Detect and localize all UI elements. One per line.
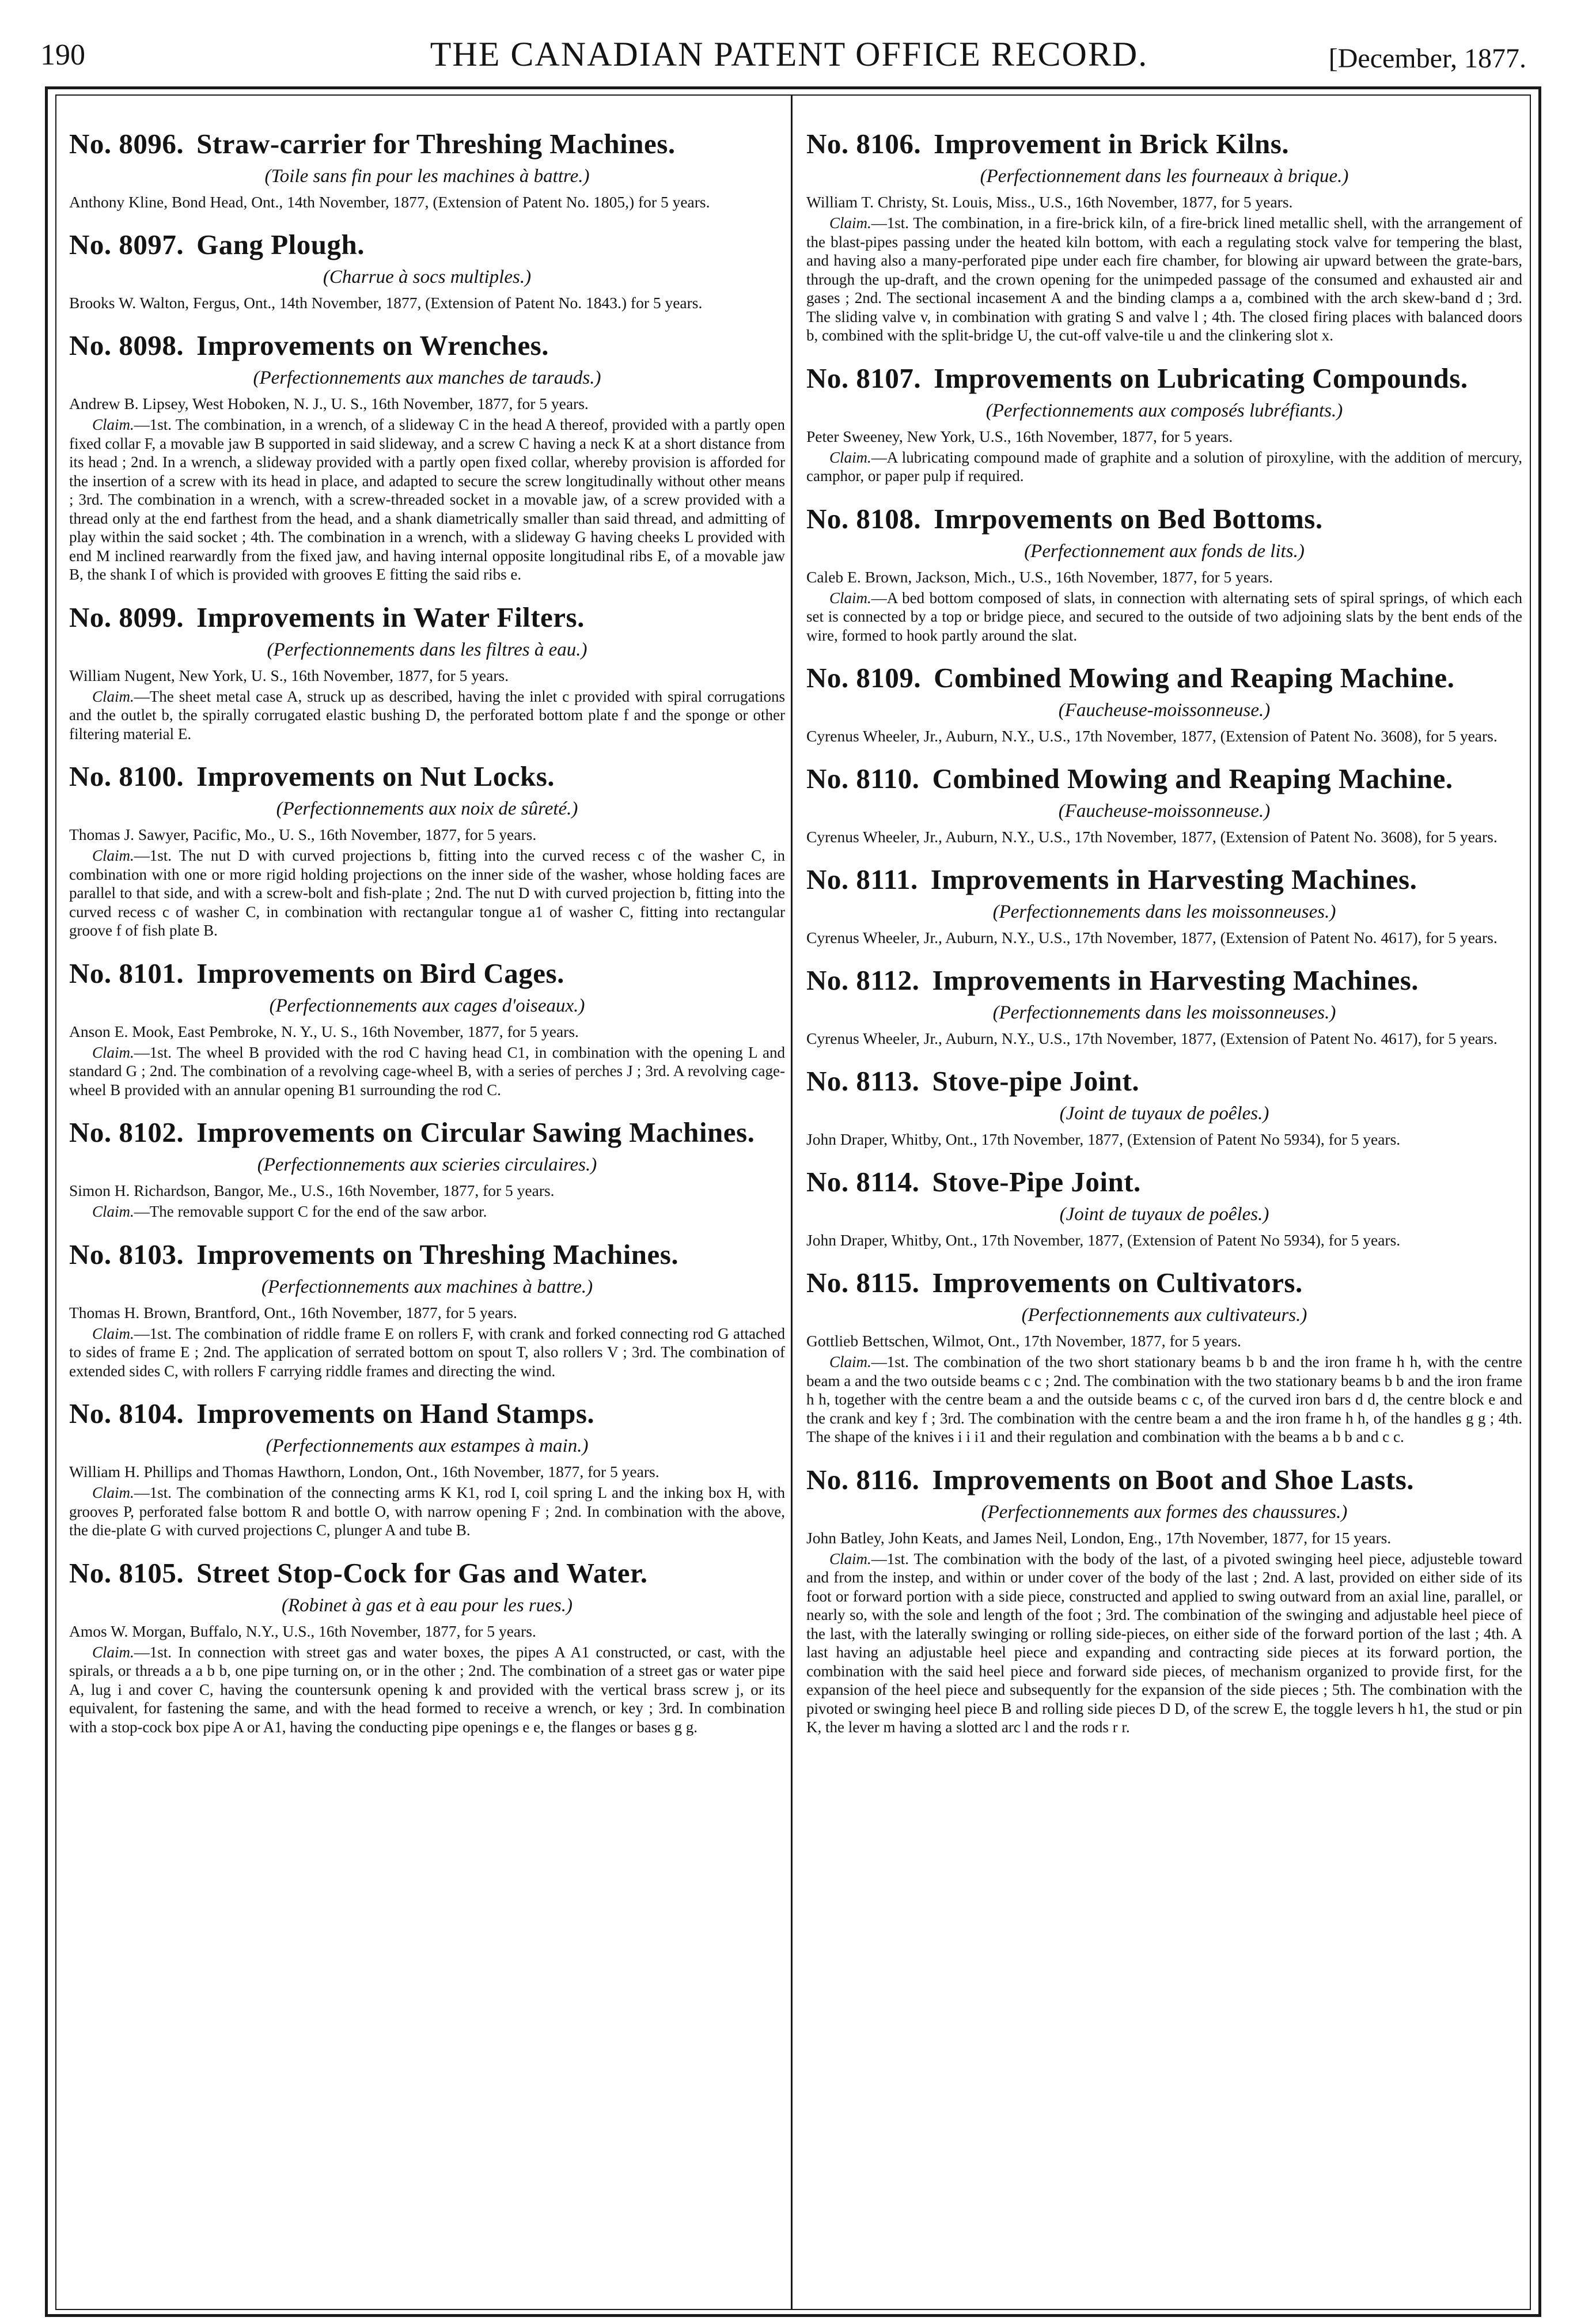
patent-title (69, 1116, 785, 1149)
claim-label: Claim. (92, 847, 134, 864)
patent-name: Improvements in Harvesting Machines. (930, 864, 1417, 895)
page-number: 190 (40, 39, 85, 71)
patent-claim (69, 1202, 785, 1221)
patent-title (806, 1065, 1522, 1097)
claim-label: Claim. (829, 1550, 871, 1567)
french-title: (Perfectionnements dans les moissonneuses.) (992, 1002, 1336, 1023)
patent-claim (69, 1324, 785, 1381)
patent-grantee: Peter Sweeney, New York, U.S., 16th November, 1877, for 5 years. (806, 427, 1233, 445)
patent-entry (69, 601, 785, 744)
patent-entry (806, 1267, 1522, 1447)
patent-grantee: Caleb E. Brown, Jackson, Mich., U.S., 16th November, 1877, for 5 years. (806, 567, 1273, 586)
claim-label: Claim. (92, 1484, 134, 1501)
patent-title (69, 760, 785, 793)
patent-name: Improvements on Lubricating Compounds. (934, 362, 1468, 394)
patent-title (69, 128, 785, 160)
french-title: (Perfectionnements aux cages d'oiseaux.) (269, 995, 585, 1016)
patent-grantee: John Draper, Whitby, Ont., 17th November, 1877, (Extension of Patent No 5934), for 5 years. (806, 1231, 1401, 1249)
patent-name: Improvements on Wrenches. (196, 330, 549, 361)
patent-claim (806, 448, 1522, 486)
claim-label: Claim. (829, 448, 871, 466)
french-title: (Perfectionnements aux noix de sûreté.) (276, 798, 578, 819)
claim-text: —1st. The combination of the connecting arms K K1, rod I, coil spring L and the inking box H, with grooves P, perforated false bottom R and bottle O, with narrow opening F ; 2nd. In combination with the above, the die-plate G with curved projections C, plunger A and tube B. (69, 1484, 785, 1539)
patent-number: No. 8097. (69, 229, 184, 260)
patent-entry (806, 1166, 1522, 1250)
claim-label: Claim. (829, 589, 871, 607)
french-title: (Joint de tuyaux de poêles.) (1059, 1103, 1269, 1124)
patent-title (806, 763, 1522, 795)
french-title: (Perfectionnements dans les filtres à eau.) (267, 639, 587, 660)
french-title: (Joint de tuyaux de poêles.) (1059, 1204, 1269, 1225)
patent-grantee: Brooks W. Walton, Fergus, Ont., 14th November, 1877, (Extension of Patent No. 1843.) for 5 years. (69, 294, 703, 312)
claim-text: —The sheet metal case A, struck up as described, having the inlet c provided with spiral corrugations and the outlet b, the spirally corrugated elastic bushing D, the perforated bottom plate f and the sponge or other filtering material E. (69, 687, 785, 743)
claim-text: —1st. The combination, in a wrench, of a slideway C in the head A thereof, provided with a partly open fixed collar F, a movable jaw B supported in said slideway, and a screw C having a neck K at a short distance from its head ; 2nd. In a wrench, a slideway provided with a partly open fixed collar, whereby provision is afforded for the insertion of a screw with its head in place, and adapted to secure the screw longitudinally without other means ; 3rd. The combination in a wrench, with a screw-threaded socket in a movable jaw, of a screw provided with a thread only at the end farthest from the head, and a shank diametrically smaller than said thread, and admitting of play within the said socket ; 4th. The combination in a wrench, with a slideway G having cheeks L provided with end M inclined rearwardly from the fixed jaw, and having internal opposite longitudinal ribs E, of a movable jaw B, the shank I of which is provided with grooves E fitting the said ribs e. (69, 416, 785, 583)
patent-name: Improvements on Bird Cages. (196, 957, 564, 989)
patent-title (806, 1464, 1522, 1496)
patent-name: Improvements on Hand Stamps. (196, 1398, 595, 1429)
patent-entry (69, 1557, 785, 1737)
patent-title (69, 1239, 785, 1271)
patent-number: No. 8114. (806, 1166, 920, 1198)
claim-text: —1st. In connection with street gas and water boxes, the pipes A A1 constructed, or cast, with the spirals, or threads a a b b, one pipe turning on, or in the other ; 2nd. The combination of a street gas or water pipe A, lug i and cover C, having the countersunk opening k and provided with the vertical brass screw j, or its equivalent, for fastening the same, and with the head formed to receive a wrench, or key ; 3rd. In combination with a stop-cock box pipe A or A1, having the conducting pipe openings e e, the flanges or bases g g. (69, 1643, 785, 1736)
patent-title (69, 957, 785, 990)
patent-grantee: William T. Christy, St. Louis, Miss., U.S., 16th November, 1877, for 5 years. (806, 193, 1293, 211)
patent-grantee: Thomas J. Sawyer, Pacific, Mo., U. S., 16th November, 1877, for 5 years. (69, 826, 537, 843)
patent-title (806, 964, 1522, 997)
patent-title (69, 1398, 785, 1430)
patent-number: No. 8104. (69, 1398, 184, 1429)
patent-grantee: Cyrenus Wheeler, Jr., Auburn, N.Y., U.S., 17th November, 1877, (Extension of Patent No. 4617), for 5 years. (806, 929, 1498, 946)
patent-name: Street Stop-Cock for Gas and Water. (196, 1557, 648, 1589)
french-title: (Robinet à gas et à eau pour les rues.) (281, 1595, 573, 1616)
patent-grantee: William H. Phillips and Thomas Hawthorn, London, Ont., 16th November, 1877, for 5 years. (69, 1463, 659, 1481)
patent-title (69, 601, 785, 634)
french-title: (Toile sans fin pour les machines à battre.) (264, 166, 590, 187)
patent-number: No. 8110. (806, 763, 920, 794)
patent-name: Stove-Pipe Joint. (932, 1166, 1141, 1198)
claim-label: Claim. (92, 416, 134, 433)
patent-entry (806, 763, 1522, 846)
french-title: (Perfectionnements aux manches de tarauds.) (253, 368, 601, 388)
patent-number: No. 8109. (806, 662, 922, 694)
patent-name: Stove-pipe Joint. (932, 1065, 1140, 1097)
patent-number: No. 8111. (806, 864, 918, 895)
patent-title (806, 1267, 1522, 1299)
french-title: (Perfectionnement aux fonds de lits.) (1024, 540, 1305, 562)
patent-entry (69, 128, 785, 211)
patent-number: No. 8098. (69, 330, 184, 361)
patent-grantee: John Draper, Whitby, Ont., 17th November, 1877, (Extension of Patent No 5934), for 5 years. (806, 1130, 1401, 1148)
patent-name: Improvements in Water Filters. (196, 601, 585, 633)
patent-grantee: Cyrenus Wheeler, Jr., Auburn, N.Y., U.S., 17th November, 1877, (Extension of Patent No. 4617), for 5 years. (806, 1029, 1498, 1047)
patent-claim (69, 687, 785, 744)
patent-number: No. 8102. (69, 1116, 184, 1148)
patent-claim (806, 1353, 1522, 1447)
patent-claim (806, 589, 1522, 645)
patent-entry (806, 1065, 1522, 1149)
patent-number: No. 8115. (806, 1267, 920, 1298)
patent-grantee: Thomas H. Brown, Brantford, Ont., 16th November, 1877, for 5 years. (69, 1303, 517, 1322)
patent-grantee: Gottlieb Bettschen, Wilmot, Ont., 17th November, 1877, for 5 years. (806, 1332, 1241, 1350)
patent-entry (69, 229, 785, 312)
claim-text: —A bed bottom composed of slats, in connection with alternating sets of spiral springs, of which each set is connected by a top or bridge piece, and secured to the outside of two adjoining slats by the bent ends of the wire, formed to hook partly around the slat. (806, 589, 1522, 644)
patent-entry (806, 1464, 1522, 1737)
patent-number: No. 8113. (806, 1065, 920, 1097)
patent-number: No. 8116. (806, 1463, 920, 1495)
patent-grantee: William Nugent, New York, U. S., 16th November, 1877, for 5 years. (69, 666, 509, 684)
claim-text: —1st. The wheel B provided with the rod C having head C1, in combination with the opening L and standard G ; 2nd. The combination of a revolving cage-wheel B, with a series of perches J ; 3rd. A revolving cage-wheel B provided with an annular opening B1 surrounding the rod C. (69, 1043, 785, 1099)
french-title: (Perfectionnements aux scieries circulaires.) (257, 1154, 597, 1175)
page-header (40, 35, 1538, 86)
french-title: (Perfectionnement dans les fourneaux à brique.) (980, 166, 1349, 187)
patent-number: No. 8106. (806, 128, 922, 160)
patent-entry (69, 957, 785, 1100)
patent-entry (806, 662, 1522, 745)
journal-title: THE CANADIAN PATENT OFFICE RECORD. (430, 35, 1148, 73)
patent-entry (69, 1116, 785, 1221)
french-title: (Perfectionnements aux formes des chaussures.) (981, 1501, 1348, 1523)
patent-claim (69, 846, 785, 940)
claim-label: Claim. (829, 1353, 871, 1370)
patent-entry (806, 864, 1522, 947)
patent-entry (806, 964, 1522, 1048)
patent-title (69, 229, 785, 261)
patent-entry (69, 330, 785, 584)
patent-title (806, 503, 1522, 535)
claim-text: —1st. The combination, in a fire-brick kiln, of a fire-brick lined metallic shell, with the arrangement of the blast-pipes passing under the heated kiln bottom, with each a regulating stock valve for tempering the blast, and having also a many-perforated pipe under each fire chamber, for blowing air upward between the grate-bars, through the up-draft, and the crown opening for the unimpeded passage of the consumed and exhausted air and gases ; 2nd. The sectional incasement A and the binding clamps a a, combined with the arch skew-band d ; 3rd. The sliding valve v, in combination with grating S and valve l ; 4th. The closed firing places with balanced doors b, combined with the split-bridge U, the cut-off valve-tile u and the clinkering slot x. (806, 214, 1522, 344)
claim-label: Claim. (92, 1203, 134, 1220)
right-column (806, 128, 1522, 2300)
patent-number: No. 8112. (806, 964, 920, 996)
claim-text: —1st. The combination of the two short stationary beams b b and the iron frame h h, with the centre beam a and the two outside beams c c ; 2nd. The combination with the two stationary beams b b and the iron frame h h, together with the centre beam a and the outside beams c c, of the curved iron bars d d, the centre block e and the crank and key f ; 3rd. The combination with the centre beam a and the iron frame h h, of the handles g g ; 4th. The shape of the knives i i i1 and their regulation and combination with the beams a b b and c c. (806, 1353, 1522, 1445)
patent-entry (69, 1239, 785, 1381)
patent-entry (806, 128, 1522, 345)
patent-number: No. 8107. (806, 362, 922, 394)
patent-name: Combined Mowing and Reaping Machine. (932, 763, 1453, 794)
patent-entry (69, 760, 785, 940)
patent-grantee: Anson E. Mook, East Pembroke, N. Y., U. S., 16th November, 1877, for 5 years. (69, 1022, 579, 1040)
left-column (69, 128, 785, 2300)
patent-number: No. 8101. (69, 957, 184, 989)
patent-name: Imrpovements on Bed Bottoms. (934, 502, 1323, 535)
claim-label: Claim. (829, 214, 871, 232)
french-title: (Faucheuse-moissonneuse.) (1058, 700, 1271, 721)
patent-name: Combined Mowing and Reaping Machine. (934, 662, 1455, 694)
french-title: (Perfectionnements aux machines à battre.) (261, 1276, 593, 1297)
patent-title (806, 1166, 1522, 1198)
patent-name: Improvements in Harvesting Machines. (932, 964, 1419, 996)
patent-claim (69, 1043, 785, 1100)
claim-text: —A lubricating compound made of graphite and a solution of piroxyline, with the addition of mercury, camphor, or paper pulp if required. (806, 448, 1522, 484)
patent-grantee: Cyrenus Wheeler, Jr., Auburn, N.Y., U.S., 17th November, 1877, (Extension of Patent No. 3608), for 5 years. (806, 727, 1498, 745)
patent-number: No. 8096. (69, 128, 184, 160)
patent-title (806, 362, 1522, 395)
patent-grantee: Simon H. Richardson, Bangor, Me., U.S., 16th November, 1877, for 5 years. (69, 1182, 555, 1199)
claim-text: —1st. The combination with the body of the last, of a pivoted swinging heel piece, adjusteble toward and from the instep, and within or under cover of the body of the last ; 2nd. A last, provided on either side of its foot or forward portion with a side piece, constructed and applied to swing outward from an axial line, parallel, or nearly so, with the sole and length of the foot ; 3rd. The combination of the swinging and adjustable heel piece of the last, with the laterally swinging or rolling side-pieces, on either side of the forward portion of the last ; 4th. A last having an adjustable heel piece and expanding and contracting side pieces at its forward portion, the combination with the said heel piece and forward side pieces, of mechanism organized to provide first, for the expansion of the heel piece and subsequently for the expansion of the side pieces ; 5th. The combination with the pivoted or swinging heel piece B and rolling side pieces D D, of the screw E, the toggle levers h h1, the stud or pin K, the lever m having a slotted arc l and the rods r r. (806, 1550, 1522, 1736)
patent-number: No. 8100. (69, 760, 184, 792)
patent-name: Improvements on Cultivators. (932, 1267, 1303, 1298)
patent-entry (806, 503, 1522, 645)
patent-title (69, 1557, 785, 1589)
patent-name: Improvements on Nut Locks. (196, 760, 555, 792)
patent-claim (806, 1550, 1522, 1737)
claim-label: Claim. (92, 1643, 134, 1661)
patent-claim (69, 1483, 785, 1540)
french-title: (Perfectionnements dans les moissonneuses.) (992, 902, 1336, 922)
patent-grantee: Amos W. Morgan, Buffalo, N.Y., U.S., 16th November, 1877, for 5 years. (69, 1622, 536, 1640)
claim-label: Claim. (92, 1043, 134, 1061)
patent-claim (69, 415, 785, 584)
patent-grantee: Andrew B. Lipsey, West Hoboken, N. J., U. S., 16th November, 1877, for 5 years. (69, 395, 589, 412)
french-title: (Perfectionnements aux estampes à main.) (266, 1436, 589, 1456)
claim-text: —1st. The nut D with curved projections b, fitting into the curved recess c of the washer C, in combination with one or more rigid holding projections on the inner side of the washer, whose holding faces are parallel to that side, and with a screw-bolt and fish-plate ; 2nd. The nut D with curved projection b, fitting into the curved recess c of washer C, in combination with rectangular tongue a1 of washer C, fitting into rectangular groove f of fish plate B. (69, 847, 785, 939)
patent-title (806, 864, 1522, 896)
patent-claim (806, 214, 1522, 345)
patent-name: Improvement in Brick Kilns. (934, 128, 1290, 160)
claim-text: —The removable support C for the end of the saw arbor. (134, 1203, 487, 1220)
patent-grantee: Anthony Kline, Bond Head, Ont., 14th November, 1877, (Extension of Patent No. 1805,) for 5 years. (69, 193, 710, 211)
column-divider (791, 94, 793, 2310)
patent-number: No. 8099. (69, 601, 184, 633)
patent-number: No. 8103. (69, 1238, 184, 1270)
patent-name: Improvements on Threshing Machines. (196, 1238, 679, 1270)
french-title: (Faucheuse-moissonneuse.) (1058, 801, 1271, 821)
claim-text: —1st. The combination of riddle frame E on rollers F, with crank and forked connecting rod G attached to sides of frame E ; 2nd. The application of serrated bottom on spout T, also rollers V ; 3rd. The combination of extended sides C, with rollers F carrying riddle frames and directing the wind. (69, 1324, 785, 1380)
patent-grantee: Cyrenus Wheeler, Jr., Auburn, N.Y., U.S., 17th November, 1877, (Extension of Patent No. 3608), for 5 years. (806, 828, 1498, 846)
patent-title (806, 662, 1522, 694)
patent-name: Improvements on Boot and Shoe Lasts. (932, 1463, 1415, 1495)
french-title: (Perfectionnements aux composés lubréfiants.) (985, 400, 1343, 421)
patent-entry (806, 362, 1522, 486)
claim-label: Claim. (92, 1324, 134, 1342)
french-title: (Charrue à socs multiples.) (323, 267, 532, 287)
patent-entry (69, 1398, 785, 1540)
issue-date: [December, 1877. (1328, 43, 1526, 74)
claim-label: Claim. (92, 687, 134, 705)
patent-name: Gang Plough. (196, 229, 365, 260)
patent-title (69, 330, 785, 362)
french-title: (Perfectionnements aux cultivateurs.) (1021, 1305, 1307, 1326)
patent-name: Improvements on Circular Sawing Machines. (196, 1116, 755, 1148)
patent-grantee: John Batley, John Keats, and James Neil, London, Eng., 17th November, 1877, for 15 years. (806, 1528, 1392, 1547)
patent-name: Straw-carrier for Threshing Machines. (196, 128, 676, 160)
patent-claim (69, 1643, 785, 1737)
patent-number: No. 8105. (69, 1557, 184, 1589)
patent-title (806, 128, 1522, 160)
patent-number: No. 8108. (806, 502, 922, 535)
